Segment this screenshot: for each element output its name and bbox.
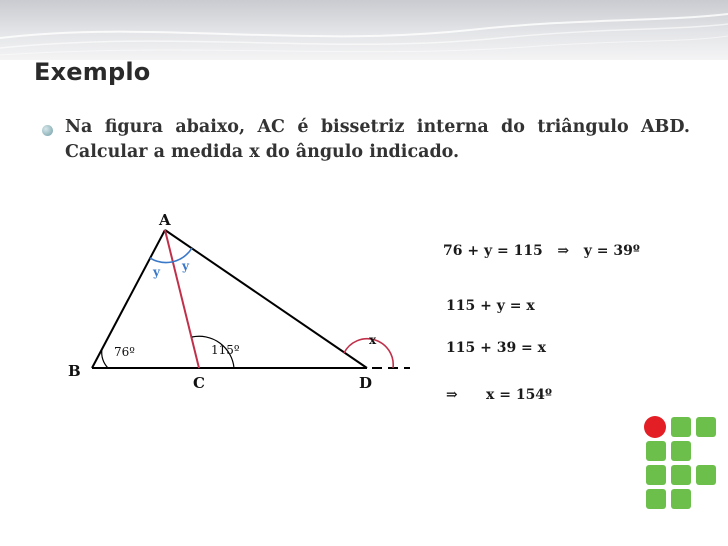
angle-c-label: 115º — [211, 343, 240, 357]
angle-b-arc — [102, 349, 108, 368]
slide-title: Exemplo — [34, 58, 151, 86]
angle-y-left-label: y — [153, 265, 160, 279]
vertex-a-label: A — [159, 211, 171, 229]
solution-arrow: ⇒ — [446, 387, 458, 403]
solution-line-1: 76 + y = 115 ⇒ y = 39º — [443, 243, 640, 259]
angle-x-label: x — [369, 333, 377, 347]
vertex-c-label: C — [193, 374, 205, 392]
solution-line-3: 115 + 39 = x — [446, 340, 547, 356]
solution-line-2: 115 + y = x — [446, 298, 535, 314]
side-ad — [165, 230, 367, 368]
angle-y-left-arc — [150, 258, 172, 263]
angle-b-label: 76º — [114, 345, 135, 359]
vertex-b-label: B — [68, 362, 81, 380]
vertex-d-label: D — [359, 374, 373, 392]
bullet-line-1: Na figura abaixo, AC é bissetriz interna do triângulo ABD. — [65, 117, 690, 137]
institution-logo-icon — [643, 414, 723, 514]
bullet-line-2: Calcular a medida x do ângulo indicado. — [65, 142, 460, 162]
solution-line-4: x = 154º — [486, 387, 553, 403]
angle-y-right-label: y — [182, 259, 189, 273]
logo-red-dot — [644, 416, 666, 438]
